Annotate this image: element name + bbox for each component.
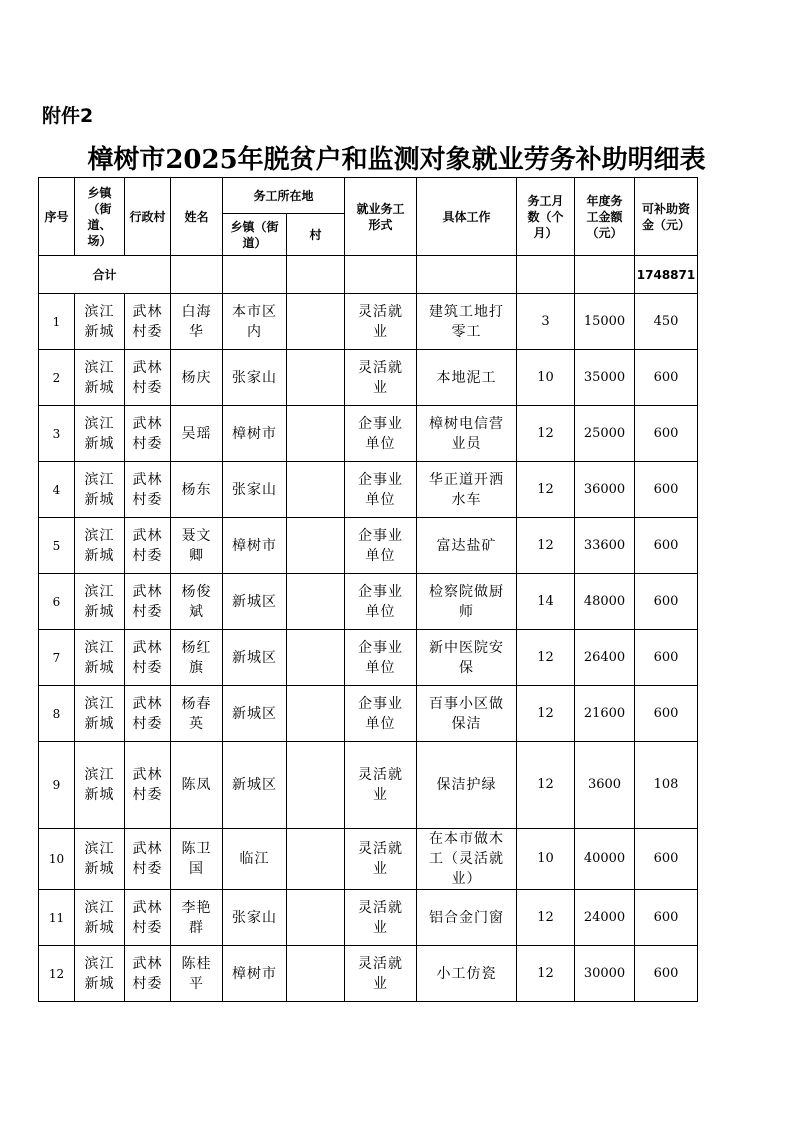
- row-months: 12: [517, 630, 575, 686]
- row-township: 滨江新城: [75, 829, 125, 890]
- row-months: 12: [517, 890, 575, 946]
- table-row: [39, 462, 698, 518]
- row-village: 武林村委: [125, 686, 171, 742]
- row-village: 武林村委: [125, 890, 171, 946]
- table-row: [39, 946, 698, 1002]
- row-township: 滨江新城: [75, 462, 125, 518]
- row-subsidy: 600: [635, 946, 698, 1002]
- row-job: 检察院做厨师: [417, 574, 517, 630]
- row-name: 吴瑶: [171, 406, 223, 462]
- row-name: 杨春英: [171, 686, 223, 742]
- row-work-village: [287, 946, 345, 1002]
- row-subsidy: 108: [635, 742, 698, 829]
- row-work-township: 本市区内: [223, 294, 287, 350]
- row-index: 9: [39, 742, 75, 829]
- row-work-village: [287, 574, 345, 630]
- row-work-township: 张家山: [223, 350, 287, 406]
- row-employment-form: 灵活就业: [345, 350, 417, 406]
- total-label: 合计: [39, 256, 171, 294]
- row-name: 杨俊斌: [171, 574, 223, 630]
- row-job: 建筑工地打零工: [417, 294, 517, 350]
- row-months: 12: [517, 686, 575, 742]
- row-village: 武林村委: [125, 829, 171, 890]
- row-village: 武林村委: [125, 630, 171, 686]
- row-township: 滨江新城: [75, 742, 125, 829]
- row-annual-income: 24000: [575, 890, 635, 946]
- col-header-subsidy: 可补助资金（元）: [635, 178, 698, 256]
- total-subsidy: 1748871: [635, 256, 698, 294]
- col-header-index: 序号: [39, 178, 75, 256]
- col-header-annual-income: 年度务工金额（元）: [575, 178, 635, 256]
- row-index: 4: [39, 462, 75, 518]
- row-work-village: [287, 294, 345, 350]
- row-months: 12: [517, 462, 575, 518]
- row-name: 杨庆: [171, 350, 223, 406]
- row-months: 12: [517, 518, 575, 574]
- row-annual-income: 36000: [575, 462, 635, 518]
- page-title: 樟树市2025年脱贫户和监测对象就业劳务补助明细表: [87, 145, 706, 175]
- row-employment-form: 灵活就业: [345, 946, 417, 1002]
- row-village: 武林村委: [125, 294, 171, 350]
- row-township: 滨江新城: [75, 686, 125, 742]
- row-work-township: 临江: [223, 829, 287, 890]
- row-employment-form: 灵活就业: [345, 294, 417, 350]
- row-work-village: [287, 742, 345, 829]
- row-township: 滨江新城: [75, 630, 125, 686]
- row-work-township: 樟树市: [223, 518, 287, 574]
- table-row: [39, 574, 698, 630]
- row-months: 12: [517, 406, 575, 462]
- row-annual-income: 25000: [575, 406, 635, 462]
- row-work-township: 樟树市: [223, 946, 287, 1002]
- row-subsidy: 600: [635, 829, 698, 890]
- row-subsidy: 600: [635, 630, 698, 686]
- row-village: 武林村委: [125, 350, 171, 406]
- row-name: 杨红旗: [171, 630, 223, 686]
- row-job: 在本市做木工（灵活就业）: [417, 829, 517, 890]
- total-empty-cell: [345, 256, 417, 294]
- row-township: 滨江新城: [75, 518, 125, 574]
- row-annual-income: 40000: [575, 829, 635, 890]
- row-index: 2: [39, 350, 75, 406]
- row-township: 滨江新城: [75, 350, 125, 406]
- row-work-township: 樟树市: [223, 406, 287, 462]
- row-employment-form: 企事业单位: [345, 686, 417, 742]
- row-months: 3: [517, 294, 575, 350]
- row-work-village: [287, 630, 345, 686]
- row-job: 保洁护绿: [417, 742, 517, 829]
- row-work-township: 张家山: [223, 462, 287, 518]
- row-annual-income: 35000: [575, 350, 635, 406]
- col-header-work-village: 村: [287, 214, 345, 256]
- row-name: 白海华: [171, 294, 223, 350]
- row-subsidy: 600: [635, 350, 698, 406]
- row-subsidy: 600: [635, 574, 698, 630]
- col-header-name: 姓名: [171, 178, 223, 256]
- row-job: 樟树电信营业员: [417, 406, 517, 462]
- table-row: [39, 630, 698, 686]
- row-name: 李艳群: [171, 890, 223, 946]
- row-index: 5: [39, 518, 75, 574]
- row-index: 1: [39, 294, 75, 350]
- row-months: 10: [517, 350, 575, 406]
- row-annual-income: 15000: [575, 294, 635, 350]
- row-name: 杨东: [171, 462, 223, 518]
- row-township: 滨江新城: [75, 946, 125, 1002]
- table-row: [39, 518, 698, 574]
- row-subsidy: 600: [635, 518, 698, 574]
- table-row: [39, 890, 698, 946]
- row-work-village: [287, 686, 345, 742]
- col-header-months: 务工月数（个月）: [517, 178, 575, 256]
- row-job: 本地泥工: [417, 350, 517, 406]
- row-work-township: 新城区: [223, 574, 287, 630]
- col-header-work-township: 乡镇（街道）: [223, 214, 287, 256]
- row-name: 聂文卿: [171, 518, 223, 574]
- row-index: 7: [39, 630, 75, 686]
- col-header-job: 具体工作: [417, 178, 517, 256]
- table-row: [39, 686, 698, 742]
- row-village: 武林村委: [125, 462, 171, 518]
- row-employment-form: 灵活就业: [345, 742, 417, 829]
- row-job: 富达盐矿: [417, 518, 517, 574]
- row-months: 14: [517, 574, 575, 630]
- row-job: 铝合金门窗: [417, 890, 517, 946]
- row-job: 华正道开洒水车: [417, 462, 517, 518]
- row-job: 新中医院安保: [417, 630, 517, 686]
- row-village: 武林村委: [125, 518, 171, 574]
- row-subsidy: 600: [635, 462, 698, 518]
- row-township: 滨江新城: [75, 574, 125, 630]
- total-empty-cell: [223, 256, 287, 294]
- row-employment-form: 企事业单位: [345, 406, 417, 462]
- table-row: [39, 829, 698, 890]
- row-village: 武林村委: [125, 946, 171, 1002]
- table-row: [39, 350, 698, 406]
- row-subsidy: 450: [635, 294, 698, 350]
- row-subsidy: 600: [635, 890, 698, 946]
- attachment-label: 附件2: [42, 105, 94, 127]
- total-row: [39, 256, 698, 294]
- row-job: 百事小区做保洁: [417, 686, 517, 742]
- row-annual-income: 33600: [575, 518, 635, 574]
- row-employment-form: 灵活就业: [345, 829, 417, 890]
- row-annual-income: 21600: [575, 686, 635, 742]
- row-village: 武林村委: [125, 406, 171, 462]
- row-subsidy: 600: [635, 686, 698, 742]
- row-annual-income: 30000: [575, 946, 635, 1002]
- row-employment-form: 灵活就业: [345, 890, 417, 946]
- row-employment-form: 企事业单位: [345, 630, 417, 686]
- row-work-village: [287, 829, 345, 890]
- row-job: 小工仿瓷: [417, 946, 517, 1002]
- row-annual-income: 48000: [575, 574, 635, 630]
- row-name: 陈卫国: [171, 829, 223, 890]
- row-months: 12: [517, 742, 575, 829]
- total-empty-cell: [517, 256, 575, 294]
- total-empty-cell: [417, 256, 517, 294]
- row-work-village: [287, 406, 345, 462]
- row-work-village: [287, 518, 345, 574]
- row-employment-form: 企事业单位: [345, 518, 417, 574]
- row-township: 滨江新城: [75, 890, 125, 946]
- row-employment-form: 企事业单位: [345, 462, 417, 518]
- subsidy-table: [38, 177, 698, 1002]
- row-work-village: [287, 350, 345, 406]
- row-work-township: 新城区: [223, 742, 287, 829]
- row-name: 陈桂平: [171, 946, 223, 1002]
- row-work-village: [287, 890, 345, 946]
- row-work-township: 新城区: [223, 686, 287, 742]
- row-index: 12: [39, 946, 75, 1002]
- row-township: 滨江新城: [75, 294, 125, 350]
- row-work-village: [287, 462, 345, 518]
- row-index: 3: [39, 406, 75, 462]
- row-subsidy: 600: [635, 406, 698, 462]
- row-name: 陈凤: [171, 742, 223, 829]
- table-row: [39, 742, 698, 829]
- total-empty-cell: [575, 256, 635, 294]
- col-header-village: 行政村: [125, 178, 171, 256]
- row-village: 武林村委: [125, 742, 171, 829]
- row-index: 10: [39, 829, 75, 890]
- total-empty-cell: [171, 256, 223, 294]
- row-months: 12: [517, 946, 575, 1002]
- col-header-work-location: 务工所在地: [223, 178, 345, 214]
- row-employment-form: 企事业单位: [345, 574, 417, 630]
- table-row: [39, 294, 698, 350]
- row-township: 滨江新城: [75, 406, 125, 462]
- row-work-township: 张家山: [223, 890, 287, 946]
- row-index: 6: [39, 574, 75, 630]
- row-index: 11: [39, 890, 75, 946]
- table-row: [39, 406, 698, 462]
- total-empty-cell: [287, 256, 345, 294]
- row-village: 武林村委: [125, 574, 171, 630]
- row-annual-income: 26400: [575, 630, 635, 686]
- row-work-township: 新城区: [223, 630, 287, 686]
- row-annual-income: 3600: [575, 742, 635, 829]
- row-months: 10: [517, 829, 575, 890]
- col-header-employment-form: 就业务工形式: [345, 178, 417, 256]
- header-row: [39, 178, 698, 214]
- col-header-township: 乡镇（街道、场）: [75, 178, 125, 256]
- row-index: 8: [39, 686, 75, 742]
